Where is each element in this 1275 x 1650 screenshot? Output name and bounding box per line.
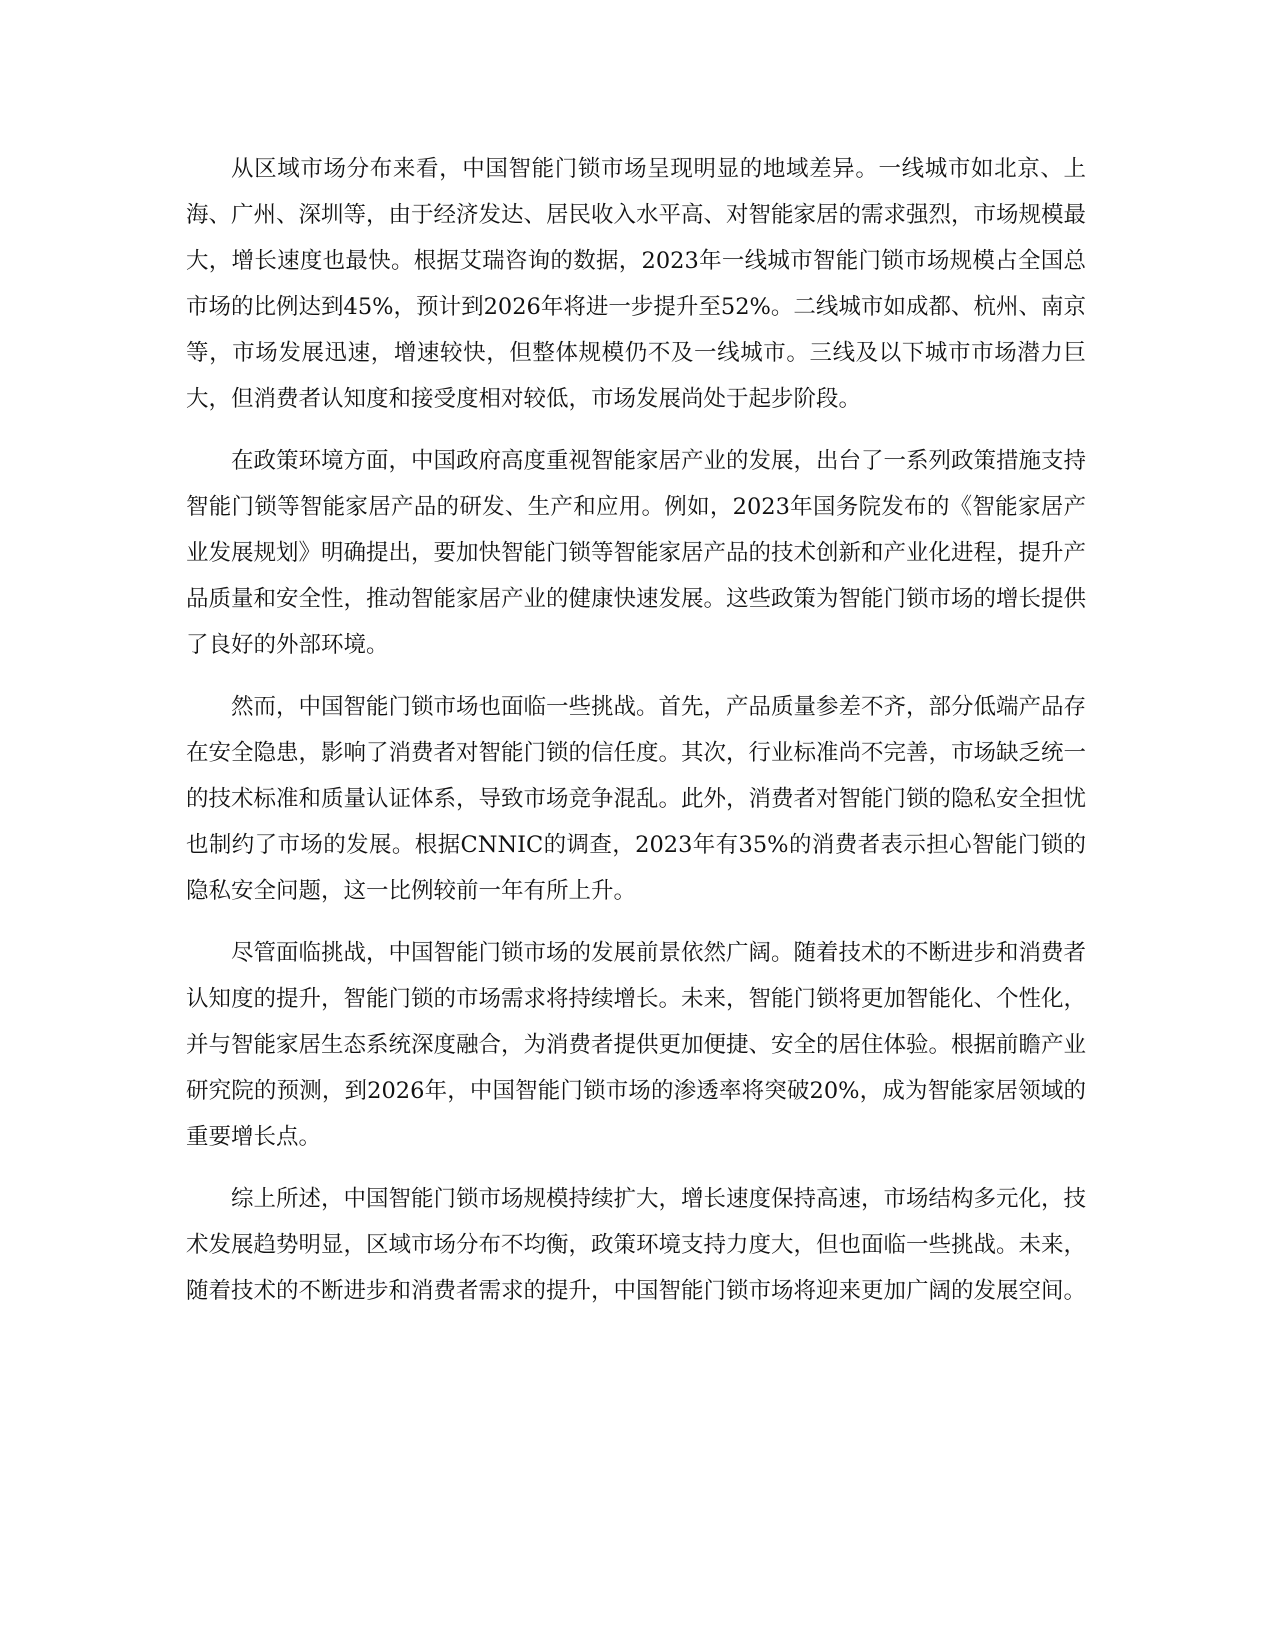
document-page [186, 146, 1086, 1330]
paragraph-outlook: 尽管面临挑战，中国智能门锁市场的发展前景依然广阔。随着技术的不断进步和消费者认知度的提升，智能门锁的市场需求将持续增长。未来，智能门锁将更加智能化、个性化，并与智能家居生态系统深度融合，为消费者提供更加便捷、安全的居住体验。根据前瞻产业研究院的预测，到2026年，中国智能门锁市场的渗透率将突破20%，成为智能家居领域的重要增长点。 [186, 940, 1087, 1150]
paragraph-regional-distribution: 从区域市场分布来看，中国智能门锁市场呈现明显的地域差异。一线城市如北京、上海、广州、深圳等，由于经济发达、居民收入水平高、对智能家居的需求强烈，市场规模最大，增长速度也最快。根据艾瑞咨询的数据，2023年一线城市智能门锁市场规模占全国总市场的比例达到45%，预计到2026年将进一步提升至52%。二线城市如成都、杭州、南京等，市场发展迅速，增速较快，但整体规模仍不及一线城市。三线及以下城市市场潜力巨大，但消费者认知度和接受度相对较低，市场发展尚处于起步阶段。 [186, 156, 1087, 412]
paragraph-policy-environment: 在政策环境方面，中国政府高度重视智能家居产业的发展，出台了一系列政策措施支持智能门锁等智能家居产品的研发、生产和应用。例如，2023年国务院发布的《智能家居产业发展规划》明确提出，要加快智能门锁等智能家居产品的技术创新和产业化进程，提升产品质量和安全性，推动智能家居产业的健康快速发展。这些政策为智能门锁市场的增长提供了良好的外部环境。 [186, 448, 1087, 658]
paragraph-challenges: 然而，中国智能门锁市场也面临一些挑战。首先，产品质量参差不齐，部分低端产品存在安全隐患，影响了消费者对智能门锁的信任度。其次，行业标准尚不完善，市场缺乏统一的技术标准和质量认证体系，导致市场竞争混乱。此外，消费者对智能门锁的隐私安全担忧也制约了市场的发展。根据CNNIC的调查，2023年有35%的消费者表示担心智能门锁的隐私安全问题，这一比例较前一年有所上升。 [186, 694, 1087, 904]
paragraph-summary: 综上所述，中国智能门锁市场规模持续扩大，增长速度保持高速，市场结构多元化，技术发展趋势明显，区域市场分布不均衡，政策环境支持力度大，但也面临一些挑战。未来，随着技术的不断进步和消费者需求的提升，中国智能门锁市场将迎来更加广阔的发展空间。 [186, 1186, 1087, 1304]
